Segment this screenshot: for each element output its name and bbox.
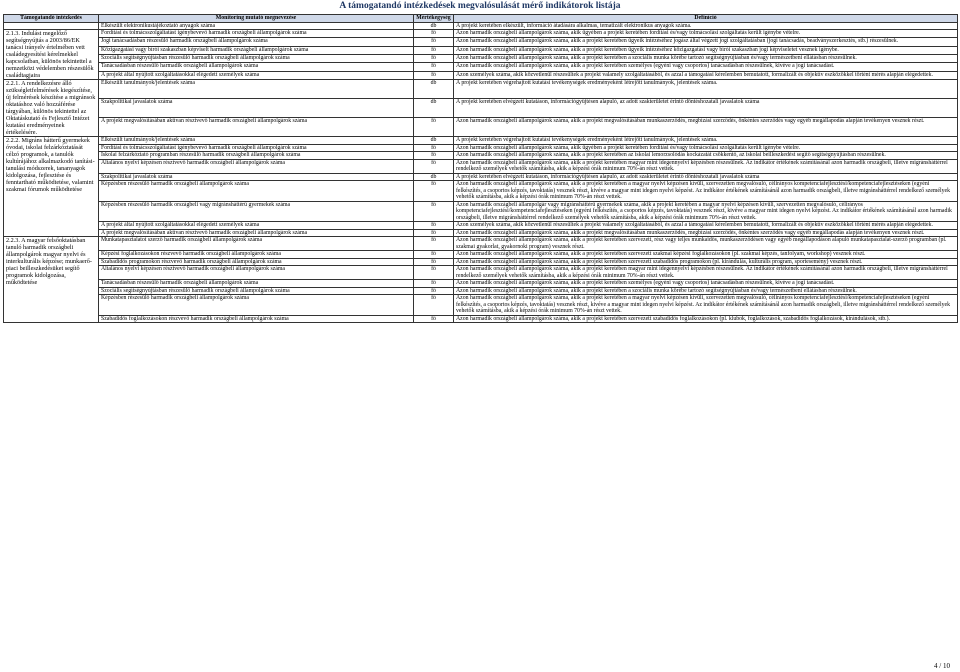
definition-cell: Azon személyek száma, akik közvetlenül részesültek a projekt valamely szolgáltatásából, és azzal a támogatási kérelemben bemutatott, formalizált és objektív eszközökkel történt mérés alapján elégedettek. — [454, 222, 958, 230]
indicator-cell: Általános nyelvi képzésen résztvevő harmadik országbeli állampolgárok száma — [99, 159, 414, 173]
unit-cell: db — [414, 22, 454, 30]
indicator-cell: Szabadidős programokon részvevő harmadik országbeli állampolgárok száma — [99, 258, 414, 266]
indicator-table — [3, 14, 958, 323]
table-row — [4, 201, 958, 222]
unit-cell: fő — [414, 144, 454, 152]
definition-cell: Azon harmadik országbeli állampolgár vagy migránsháttérű gyermekek száma, akik a projekt keretében a magyar nyelvi képzésen kívüli, szervezetten megvalósuló, célirányos kompetenciafejlesztési/kompetenciafejlesztéseken (egyéni felkészítés, a csoportos képzés, tavoktatás) vesznek részt, kivéve a magyar mint idegen nyelvi képzést. Az indikátor értékének számításánál azon harmadik országbeli, illetve migránsháttérrel rendelkező személyek vehetők számításba, akik a képzési órák minimum 70%-án részt vettek. — [454, 201, 958, 222]
measure-cell — [4, 22, 99, 30]
definition-cell: Azon harmadik országbeli állampolgárok száma, akik a projekt keretében a magyar nyelvi képzésen kívüli, szervezetten megvalósuló, célirányos kompetenciafejlesztési/kompetenciafejlesztéseken (egyéni felkészítés, a csoportos képzés, tavoktatás) vesznek részt, kivéve a magyar mint idegen nyelvi képzést. Az indikátor értékének számításánál azon harmadik országbeli, illetve migránsháttérrel rendelkező személyek vehetők számításba, akik a képzési órák minimum 70%-án részt vettek. — [454, 181, 958, 202]
table-row — [4, 99, 958, 118]
definition-cell: Azon harmadik országbeli állampolgárok száma, akik a projekt keretében a magyar nyelvi képzésen kívüli, szervezetten megvalósuló, célirányos kompetenciafejlesztési/kompetenciafejlesztéseken (egyéni felkészítés, a csoportos képzés, tavoktatás) vesznek részt, kivéve a magyar mint idegen nyelvi képzést. Az indikátor értékének számításánál azon harmadik országbeli, illetve migránsháttérrel rendelkező személyek vehetők számításba, akik a képzési órák minimum 70%-án részt vettek. — [454, 295, 958, 316]
unit-cell: fő — [414, 287, 454, 295]
definition-cell: Azon harmadik országbeli állampolgárok száma, akik ügyében a projekt keretében fordítási és/vagy tolmácsolási szolgáltatás került igénybe vételre. — [454, 144, 958, 152]
definition-cell: Azon harmadik országbeli állampolgárok száma, akik a projekt keretében szervezett, rész vagy teljes munkaidős, munkaszerződésen vagy egyéb megállapodáson alapuló munkatapasztalat-szerző programban (pl. szakmai gyakorlat, gyakornoki program) vesznek részt. — [454, 237, 958, 251]
indicator-cell: Iskolai felzárkóztató programban részesülő harmadik országbeli állampolgárok száma — [99, 152, 414, 160]
indicator-cell: Fordítási és tolmácsszolgáltatást igénybevevő harmadik országbeli állampolgárok száma — [99, 144, 414, 152]
indicator-cell: Képzésben részesülő harmadik országbeli állampolgárok száma — [99, 181, 414, 202]
unit-cell: fő — [414, 181, 454, 202]
table-row — [4, 46, 958, 54]
header-indicator: Monitoring mutató megnevezése — [99, 15, 414, 23]
unit-cell: fő — [414, 63, 454, 71]
header-definition: Definíció — [454, 15, 958, 23]
definition-cell: Azon harmadik országbeli állampolgárok száma, akik a projekt keretében ügyeik intézéséhez közigazgatási vagy bírói szakaszban jogi képviseletet vesznek igénybe. — [454, 46, 958, 54]
table-row — [4, 295, 958, 316]
table-row — [4, 266, 958, 280]
indicator-cell: Képzési foglalkozásokon részvevő harmadik országbeli állampolgárok száma — [99, 251, 414, 259]
indicator-cell: Képzésben részesülő harmadik országbeli állampolgárok száma — [99, 295, 414, 316]
indicator-cell: Elkészült elektronikustájékoztató anyagok száma — [99, 22, 414, 30]
indicator-cell: Elkészült tanulmányok/jelentések száma — [99, 80, 414, 99]
table-row — [4, 237, 958, 251]
unit-cell: fő — [414, 159, 454, 173]
definition-cell: Azon személyek száma, akik közvetlenül részesültek a projekt valamely szolgáltatásából, és azzal a támogatási kérelemben bemutatott, formalizált és objektív eszközökkel történt mérés alapján elégedettek. — [454, 71, 958, 79]
table-row — [4, 287, 958, 295]
definition-cell: Azon harmadik országbeli állampolgárok száma, akik a projekt keretében szervezett szabadidős foglalkozásokon (pl. klubok, foglalkozások, szabadidős foglalkozások, kirándulások, stb.). — [454, 315, 958, 323]
indicator-cell: Tanácsadásban részesülő harmadik országbeli állampolgárok száma — [99, 280, 414, 288]
definition-cell: Azon harmadik országbeli állampolgárok száma, akik a projekt keretében az iskolai lemorzsolódás kockázatát csökkentő, az iskolai beilleszkedést segítő segítségnyújtásban részesülnek. — [454, 152, 958, 160]
unit-cell: fő — [414, 201, 454, 222]
definition-cell: Azon harmadik országbeli állampolgárok száma, akik a projekt keretében ügyeik intézéséhez jogász által végzett jogi szolgáltatásban (jogi tanácsadás, beadványszerkesztés, stb.) részesülnek. — [454, 38, 958, 46]
unit-cell: fő — [414, 251, 454, 259]
measure-cell: 2.2.2. Migráns hátterű gyermekek óvodai, iskolai felzárkóztatását célzó programok, a tanulók kultúrájához alkalmazkodó tanítási-tanulási módszerek, tananyagok kidolgozása, fejlesztése és fenntartható működtetése, valamint szakmai fórumok működtetése — [4, 137, 99, 237]
unit-cell: db — [414, 173, 454, 181]
unit-cell: fő — [414, 38, 454, 46]
table-row — [4, 152, 958, 160]
definition-cell: Azon harmadik országbeli állampolgárok száma, akik a projekt keretében magyar mint idegennyelvi képzésben részesülnek. Az indikátor értékének számításánál azon harmadik országbeli, illetve migránsháttérrel rendelkező személyek vehetők számításba, akik a képzési órák minimum 70%-án részt vettek. — [454, 159, 958, 173]
indicator-cell: Szakpolitikai javaslatok száma — [99, 99, 414, 118]
table-row — [4, 137, 958, 145]
unit-cell: fő — [414, 71, 454, 79]
table-row — [4, 80, 958, 99]
definition-cell: Azon harmadik országbeli állampolgárok száma, akik ügyében a projekt keretében fordítási és/vagy tolmácsolási szolgáltatás került igénybe vételre. — [454, 30, 958, 38]
table-row — [4, 159, 958, 173]
unit-cell: fő — [414, 266, 454, 280]
table-row — [4, 144, 958, 152]
definition-cell: Azon harmadik országbeli állampolgárok száma, akik a projekt keretében személyes (egyéni vagy csoportos) tanácsadásban részesülnek, kivéve a jogi tanácsadást. — [454, 63, 958, 71]
unit-cell: db — [414, 99, 454, 118]
table-row — [4, 22, 958, 30]
definition-cell: A projekt keretében elvégzett kutatáson, információgyűjtésen alapuló, az adott szakterületet érintő döntéshozatali javaslatok száma — [454, 99, 958, 118]
table-row — [4, 63, 958, 71]
unit-cell: fő — [414, 237, 454, 251]
definition-cell: Azon harmadik országbeli állampolgárok száma, akik a projekt keretében a szociális munka körébe tartozó segítségnyújtásban és/vagy természetbeni ellátásban részesülnek. — [454, 287, 958, 295]
header-unit: Mértékegység — [414, 15, 454, 23]
table-row — [4, 30, 958, 38]
table-row — [4, 173, 958, 181]
measure-cell: 2.2.3. A magyar felsőoktatásban tanuló harmadik országbeli állampolgárok magyar nyelvi és interkulturális képzése; munkaerő-piaci beilleszkedésüket segítő programok kidolgozása, működtetése — [4, 237, 99, 323]
unit-cell: fő — [414, 258, 454, 266]
unit-cell: fő — [414, 152, 454, 160]
indicator-cell: A projekt által nyújtott szolgáltatásokkal elégedett személyek száma — [99, 222, 414, 230]
indicator-cell: Fordítási és tolmácsszolgáltatást igénybevevő harmadik országbeli állampolgárok száma — [99, 30, 414, 38]
table-row — [4, 251, 958, 259]
definition-cell: Azon harmadik országbeli állampolgárok száma, akik a projekt megvalósításában munkaszerződés, megbízási szerződés, önkéntes szerződés vagy egyéb megállapodás alapján tevékenyen vesznek részt. — [454, 118, 958, 137]
indicator-cell: A projekt megvalósításában aktívan résztvevő harmadik országbeli állampolgárok száma — [99, 229, 414, 237]
indicator-cell: Szociális segítségnyújtásban részesülő harmadik országbeli állampolgárok száma — [99, 287, 414, 295]
measure-cell: 2.2.1. A rendelkezésre álló szükségletfelmérések kiegészítése, új felmérések készítése a migránsok oktatáshoz való hozzáférése tárgyában, különös tekintettel az Oktatáskutató és Fejlesztő Intézet kutatási eredményeinek értékelésére. — [4, 80, 99, 137]
table-row — [4, 258, 958, 266]
unit-cell: fő — [414, 280, 454, 288]
unit-cell: fő — [414, 54, 454, 62]
table-row — [4, 118, 958, 137]
definition-cell: Azon harmadik országbeli állampolgárok száma, akik a projekt megvalósításában munkaszerződés, megbízási szerződés, önkéntes szerződés vagy egyéb megállapodás alapján tevékenyen vesznek részt. — [454, 229, 958, 237]
indicator-cell: Tanácsadásban részesülő harmadik országbeli állampolgárok száma — [99, 63, 414, 71]
indicator-cell: Jogi tanácsadásban részesülő harmadik országbeli állampolgárok száma — [99, 38, 414, 46]
unit-cell: fő — [414, 30, 454, 38]
table-body — [4, 22, 958, 323]
definition-cell: Azon harmadik országbeli állampolgárok száma, akik a projekt keretében szervezett szakmai képzési foglalkozásokon (pl. szakmai képzés, tanfolyam, workshop) vesznek részt. — [454, 251, 958, 259]
definition-cell: A projekt keretében elvégzett kutatáson, információgyűjtésen alapuló, az adott szakterületet érintő döntéshozatali javaslatok száma — [454, 173, 958, 181]
definition-cell: Azon harmadik országbeli állampolgárok száma, akik a projekt keretében a szociális munka körébe tartozó segítségnyújtásban és/vagy természetbeni ellátásban részesülnek. — [454, 54, 958, 62]
unit-cell: fő — [414, 295, 454, 316]
page-title: A támogatandó intézkedések megvalósulását mérő indikátorok listája — [339, 1, 621, 11]
indicator-cell: Szakpolitikai javaslatok száma — [99, 173, 414, 181]
definition-cell: Azon harmadik országbeli állampolgárok száma, akik a projekt keretében szervezett szabadidős programokon (pl. kirándulás, kulturális program, sportesemény) vesznek részt. — [454, 258, 958, 266]
table-row — [4, 54, 958, 62]
definition-cell: Azon harmadik országbeli állampolgárok száma, akik a projekt keretében magyar mint idegennyelvi képzésben részesülnek. Az indikátor értékének számításánál azon harmadik országbeli, illetve migránsháttérrel rendelkező személyek vehetők számításba, akik a képzési órák minimum 70%-án részt vettek. — [454, 266, 958, 280]
unit-cell: fő — [414, 222, 454, 230]
indicator-cell: Munkatapasztalatot szerző harmadik országbeli állampolgárok száma — [99, 237, 414, 251]
table-row — [4, 181, 958, 202]
unit-cell: db — [414, 137, 454, 145]
definition-cell: A projekt keretében végrehajtott kutatási tevékenységek eredményeként létrejött tanulmányok, jelentések száma. — [454, 80, 958, 99]
definition-cell: A projekt keretében végrehajtott kutatási tevékenységek eredményeként létrejött tanulmányok, jelentések száma. — [454, 137, 958, 145]
measure-cell: 2.1.3. Indulást megelőző segítségnyújtás a 2003/86/EK tanácsi irányelv értelmében vett családegyesítési kérelmekkel kapcsolatban, különös tekintettel a nemzetközi védelemben részesülők családtagjaira — [4, 30, 99, 80]
unit-cell: fő — [414, 229, 454, 237]
table-row — [4, 222, 958, 230]
table-header-row — [4, 15, 958, 23]
table-row — [4, 38, 958, 46]
unit-cell: fő — [414, 315, 454, 323]
indicator-cell: Szociális segítségnyújtásban részesülő harmadik országbeli állampolgárok száma — [99, 54, 414, 62]
indicator-cell: Általános nyelvi képzésen résztvevő harmadik országbeli állampolgárok száma — [99, 266, 414, 280]
unit-cell: db — [414, 80, 454, 99]
definition-cell: A projekt keretében elkészült, információ átadására alkalmas, tematizált elektronikus anyagok száma. — [454, 22, 958, 30]
indicator-cell: Szabadidős foglalkozásokon részvevő harmadik országbeli állampolgárok száma — [99, 315, 414, 323]
unit-cell: fő — [414, 118, 454, 137]
indicator-cell: A projekt megvalósításában aktívan résztvevő harmadik országbeli állampolgárok száma — [99, 118, 414, 137]
table-row — [4, 71, 958, 79]
table-row — [4, 280, 958, 288]
table-row — [4, 315, 958, 323]
indicator-cell: Elkészült tanulmányok/jelentések száma — [99, 137, 414, 145]
indicator-cell: A projekt által nyújtott szolgáltatásokkal elégedett személyek száma — [99, 71, 414, 79]
page-number: 4 / 10 — [934, 662, 950, 670]
indicator-cell: Közigazgatási vagy bírói szakaszban képviselt harmadik országbeli állampolgárok száma — [99, 46, 414, 54]
table-row — [4, 229, 958, 237]
header-measure: Támogatandó intézkedés — [4, 15, 99, 23]
definition-cell: Azon harmadik országbeli állampolgárok száma, akik a projekt keretében személyes (egyéni vagy csoportos) tanácsadásban részesülnek, kivéve a jogi tanácsadást. — [454, 280, 958, 288]
unit-cell: fő — [414, 46, 454, 54]
indicator-cell: Képzésben részesülő harmadik országbeli vagy migránsháttérű gyermekek száma — [99, 201, 414, 222]
